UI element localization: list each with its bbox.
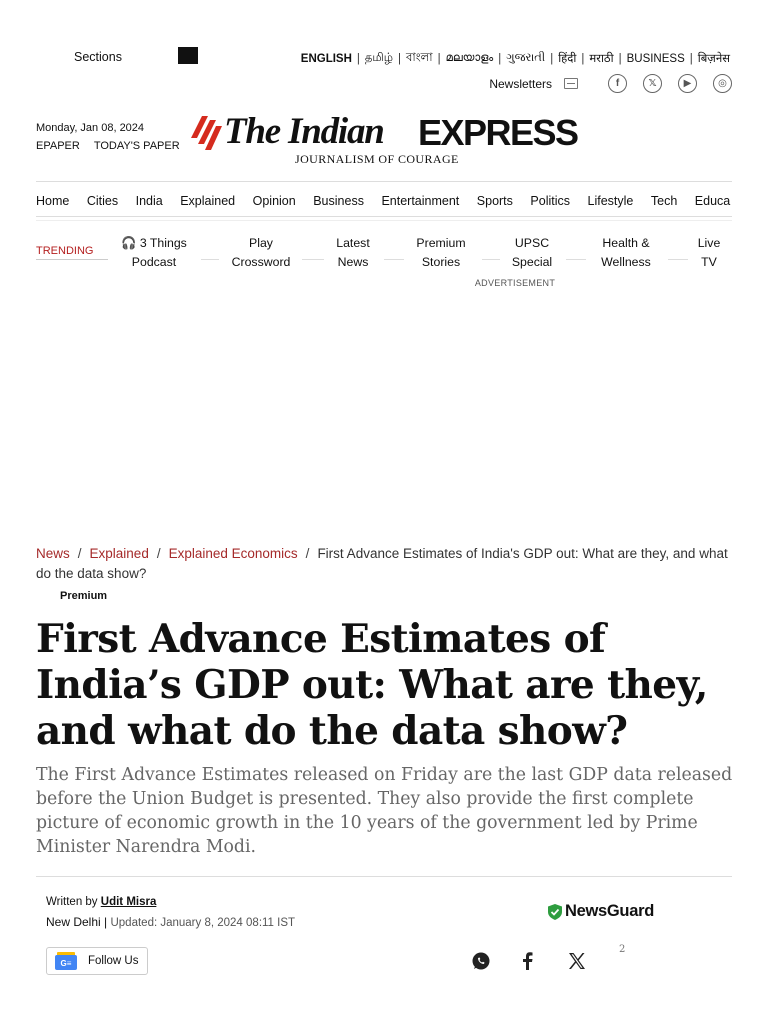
headphone-icon: 🎧 [121, 236, 137, 250]
shield-check-icon [548, 904, 562, 920]
lang-marathi[interactable]: मराठी [589, 53, 614, 65]
current-date: Monday, Jan 08, 2024 [36, 122, 145, 134]
lang-hindi[interactable]: हिंदी [558, 53, 577, 65]
advertisement-label: ADVERTISEMENT [474, 278, 556, 288]
divider [668, 259, 688, 260]
google-news-icon [54, 952, 78, 970]
x-icon[interactable]: 𝕏 [643, 74, 662, 93]
divider [36, 220, 732, 221]
epaper-link[interactable]: EPAPER [36, 140, 80, 152]
breadcrumb-explained[interactable]: Explained [89, 546, 149, 561]
nav-cities[interactable]: Cities [86, 194, 119, 208]
newsguard-text: NewsGuard [565, 902, 654, 920]
divider [36, 259, 108, 260]
logo-tagline: JOURNALISM OF COURAGE [295, 152, 459, 166]
lang-business[interactable]: BUSINESS [626, 52, 685, 65]
nav-explained[interactable]: Explained [180, 194, 236, 208]
x-share-icon[interactable] [566, 950, 588, 972]
divider [384, 259, 404, 260]
divider [482, 259, 500, 260]
nav-opinion[interactable]: Opinion [252, 194, 296, 208]
follow-us-label: Follow Us [88, 955, 139, 967]
whatsapp-share-icon[interactable] [470, 950, 492, 972]
trending-item-health[interactable]: Health & Wellness [601, 236, 651, 269]
trending-label: TRENDING [36, 245, 94, 257]
lang-english[interactable]: ENGLISH [300, 52, 352, 65]
nav-home[interactable]: Home [36, 194, 70, 208]
lang-malayalam[interactable]: മലയാളം [445, 52, 494, 64]
share-count: 2 [619, 944, 626, 955]
trending-item-premium[interactable]: Premium Stories [416, 236, 466, 269]
nav-india[interactable]: India [135, 194, 163, 208]
top-bar [36, 46, 732, 68]
follow-us-button[interactable] [46, 947, 148, 975]
newsletters-link[interactable]: Newsletters [489, 76, 552, 91]
breadcrumb-news[interactable]: News [36, 546, 70, 561]
premium-badge: Premium [60, 590, 108, 602]
instagram-icon[interactable]: ◎ [713, 74, 732, 93]
nav-entertainment[interactable]: Entertainment [381, 194, 460, 208]
trending-item-latest-news[interactable]: Latest News [336, 236, 370, 269]
todays-paper-link[interactable]: TODAY'S PAPER [93, 140, 180, 152]
written-by-label: Written by [46, 896, 98, 908]
logo-flame-icon [188, 114, 224, 152]
divider [36, 876, 732, 877]
newsguard-badge[interactable] [548, 902, 654, 921]
nav-business[interactable]: Business [313, 194, 364, 208]
divider [36, 216, 732, 217]
breadcrumb-explained-economics[interactable]: Explained Economics [168, 546, 298, 561]
nav-politics[interactable]: Politics [530, 194, 571, 208]
breadcrumb: News / Explained / Explained Economics / First Advance Estimates of India's GDP out: What are they, and what do the data show? [36, 546, 728, 581]
lang-tamil[interactable]: தமிழ் [364, 51, 393, 64]
byline [46, 896, 156, 908]
sections-label: Sections [74, 49, 122, 64]
divider [566, 259, 586, 260]
article-headline: First Advance Estimates of India’s GDP out: What are they, and what do the data show? [36, 616, 708, 754]
lang-gujarati[interactable]: ગુજરાતી [506, 52, 546, 64]
breadcrumb-current: First Advance Estimates of India's GDP out: What are they, and what do the data show? [36, 546, 728, 581]
mail-icon[interactable] [564, 78, 578, 89]
logo-text-express: EXPRESS [418, 112, 578, 153]
nav-lifestyle[interactable]: Lifestyle [587, 194, 634, 208]
facebook-icon[interactable]: f [608, 74, 627, 93]
nav-education[interactable]: Educa [694, 194, 731, 208]
divider [36, 181, 732, 182]
location: New Delhi [46, 915, 101, 929]
youtube-icon[interactable]: ▶ [678, 74, 697, 93]
main-nav [36, 194, 732, 208]
nav-sports[interactable]: Sports [476, 194, 513, 208]
site-logo[interactable] [188, 110, 580, 170]
trending-bar [36, 234, 732, 274]
trending-item-live-tv[interactable]: Live TV [697, 236, 721, 269]
svg-text:G≡: G≡ [60, 959, 72, 968]
dateline: New Delhi | Updated: January 8, 2024 08:11 IST [46, 915, 296, 929]
menu-icon[interactable] [178, 47, 198, 64]
newsletter-social-row [489, 74, 732, 93]
divider [201, 259, 219, 260]
divider [302, 259, 324, 260]
trending-item-crossword[interactable]: Play Crossword [231, 236, 291, 269]
author-link[interactable]: Udit Misra [100, 896, 157, 908]
sections-menu[interactable] [74, 48, 198, 65]
date-block [36, 122, 180, 152]
trending-item-podcast[interactable]: 🎧 3 Things Podcast [121, 236, 187, 269]
trending-item-upsc[interactable]: UPSC Special [511, 236, 553, 269]
updated-time: Updated: January 8, 2024 08:11 IST [110, 917, 296, 929]
logo-text-indian: The Indian [224, 111, 384, 152]
language-bar: ENGLISH | தமிழ் | বাংলা | മലയാളം | ગુજરાતી | हिंदी | मराठी | BUSINESS | बिज़नेस [299, 49, 732, 68]
facebook-share-icon[interactable] [516, 950, 538, 972]
lang-bangla[interactable]: বাংলা [406, 52, 433, 64]
lang-hindi-business[interactable]: बिज़नेस [697, 53, 730, 65]
article-dek: The First Advance Estimates released on Friday are the last GDP data released before the Union Budget is presented. They also provide the first complete picture of economic growth in the 10 years of the government led by Prime Minister Narendra Modi. [36, 765, 733, 857]
nav-tech[interactable]: Tech [650, 194, 678, 208]
